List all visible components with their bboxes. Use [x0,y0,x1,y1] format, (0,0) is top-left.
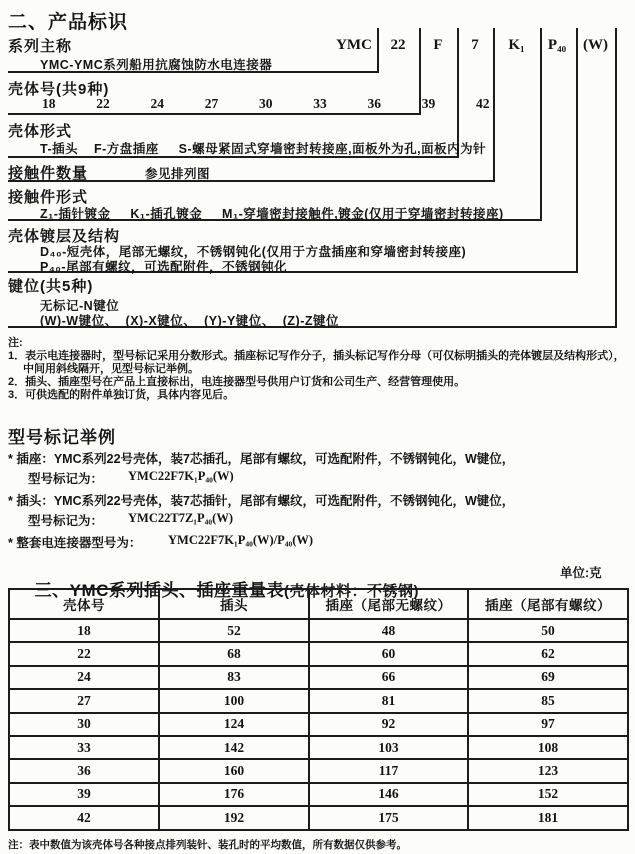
example-plug-code: YMC22T7Z₁P₄₀(W) [128,511,233,525]
diagram-vline-4 [493,28,495,182]
table-cell: 124 [159,713,309,736]
code-segment-shell-form: F [433,37,443,53]
diagram-vline-6 [576,28,578,273]
section-shellform-title: 壳体形式 [8,123,73,140]
table-cell: 33 [9,736,159,759]
table-header-row [9,589,628,619]
table-cell: 69 [468,666,628,689]
unit-label: 单位:克 [560,566,602,580]
table-row [9,783,628,806]
table-row [9,642,628,665]
table-cell: 68 [159,642,309,665]
table-cell: 97 [468,713,628,736]
table-cell: 83 [159,666,309,689]
example-socket-code: YMC22F7K₁P₄₀(W) [128,469,234,483]
table-cell: 85 [468,689,628,712]
example-socket-desc: * 插座：YMC系列22号壳体，装7芯插孔，尾部有螺纹，可选配附件，不锈钢钝化，W键位， [8,452,515,466]
table-cell: 62 [468,642,628,665]
section-key-title: 键位(共5种) [8,278,94,295]
table-row [9,736,628,759]
weight-table [8,588,629,831]
section-plating-title: 壳体镀层及结构 [8,228,121,245]
table-cell: 39 [9,783,159,806]
section-key-default: 无标记-N键位 [40,299,120,313]
notes-label: 注: [8,337,23,349]
table-cell: 24 [9,666,159,689]
note-2: 2．插头、插座型号在产品上直接标出，电连接器型号供用户订货和公司生产、经营管理使用。 [8,376,466,388]
note-1-line-2: 中间用斜线隔开，见型号标记举例。 [23,363,199,375]
table-cell: 192 [159,806,309,829]
table-footnote: 注：表中数值为该壳体号各种接点排列装针、装孔时的平均数值，所有数据仅供参考。 [8,839,407,851]
diagram-hline-2 [8,113,421,115]
table-cell: 181 [468,806,628,829]
table-cell: 103 [309,736,468,759]
section-plating-option-d: D₄₀-短壳体，尾部无螺纹，不锈钢钝化(仅用于方盘插座和穿墙密封转接座) [40,245,467,259]
table-cell: 123 [468,759,628,782]
code-segment-contact-form: K₁ [508,37,525,53]
col-header-shell-no: 壳体号 [9,589,159,619]
example-plug-label: 型号标记为： [28,514,104,528]
example-set-code: YMC22F7K₁P₄₀(W)/P₄₀(W) [168,533,314,547]
section-key-options: (W)-W键位、 (X)-X键位、 (Y)-Y键位、 (Z)-Z键位 [40,314,340,328]
table-row [9,759,628,782]
section-shellno-title: 壳体号(共9种) [8,81,110,98]
section-series-desc: YMC-YMC系列船用抗腐蚀防水电连接器 [40,58,273,72]
table-cell: 146 [309,783,468,806]
section-contactqty-desc: 参见排列图 [145,167,211,181]
code-segment-shell-no: 22 [390,37,406,53]
section-contactform-title: 接触件形式 [8,189,89,206]
col-header-plug: 插头 [159,589,309,619]
table-cell: 175 [309,806,468,829]
table-cell: 117 [309,759,468,782]
examples-title: 型号标记举例 [8,428,116,447]
table-cell: 142 [159,736,309,759]
col-header-socket-nothread: 插座（尾部无螺纹） [309,589,468,619]
table-cell: 176 [159,783,309,806]
table-cell: 42 [9,806,159,829]
example-plug-desc: * 插头：YMC系列22号壳体，装7芯插针，尾部有螺纹，可选配附件，不锈钢钝化，W键位， [8,494,515,508]
col-header-socket-thread: 插座（尾部有螺纹） [468,589,628,619]
section-shellno-values: 18 22 24 27 30 33 36 39 42 [42,96,490,111]
code-segment-contact-qty: 7 [471,37,479,53]
example-socket-label: 型号标记为： [28,472,104,486]
table-cell: 66 [309,666,468,689]
section-series-title: 系列主称 [8,38,73,55]
table-cell: 18 [9,619,159,642]
table-cell: 100 [159,689,309,712]
page-title: 二、产品标识 [8,12,129,33]
table-row [9,666,628,689]
table-cell: 60 [309,642,468,665]
note-1-line-1: 1．表示电连接器时，型号标记采用分数形式。插座标记写作分子，插头标记写作分母（可仅标明插头的壳体镀层及结构形式）， [8,350,625,362]
table-cell: 92 [309,713,468,736]
section-shellform-desc: T-插头 F-方盘插座 S-螺母紧固式穿墙密封转接座,面板外为孔,面板内为针 [40,142,487,156]
section-plating-option-p: P₄₀-尾部有螺纹，可选配附件，不锈钢钝化 [40,260,288,274]
example-set-label: * 整套电连接器型号为： [8,536,142,550]
table-cell: 81 [309,689,468,712]
section-contactqty-title: 接触件数量 [8,165,89,182]
weight-table-body [9,619,628,830]
table-cell: 27 [9,689,159,712]
table-row [9,806,628,829]
table-row [9,619,628,642]
table-cell: 160 [159,759,309,782]
code-segment-key: (W) [583,37,608,53]
note-3: 3．可供选配的附件单独订货，具体内容见后。 [8,389,235,401]
table-cell: 108 [468,736,628,759]
section-contactform-desc: Z₁-插针镀金 K₁-插孔镀金 M₁-穿墙密封接触件,镀金(仅用于穿墙密封转接座) [40,207,504,221]
weight-table-title-suffix: (壳体材料：不锈钢) [283,583,419,600]
diagram-vline-1 [377,28,379,73]
table-cell: 36 [9,759,159,782]
table-row [9,713,628,736]
table-cell: 152 [468,783,628,806]
table-cell: 50 [468,619,628,642]
table-row [9,689,628,712]
code-segment-plating: P₄₀ [547,37,567,53]
weight-table-title-main: 三、YMC系列插头、插座重量表 [34,581,284,600]
table-cell: 30 [9,713,159,736]
table-cell: 48 [309,619,468,642]
table-cell: 22 [9,642,159,665]
diagram-vline-5 [540,28,542,221]
table-cell: 52 [159,619,309,642]
code-segment-series: YMC [336,37,372,53]
diagram-vline-7 [615,28,617,328]
